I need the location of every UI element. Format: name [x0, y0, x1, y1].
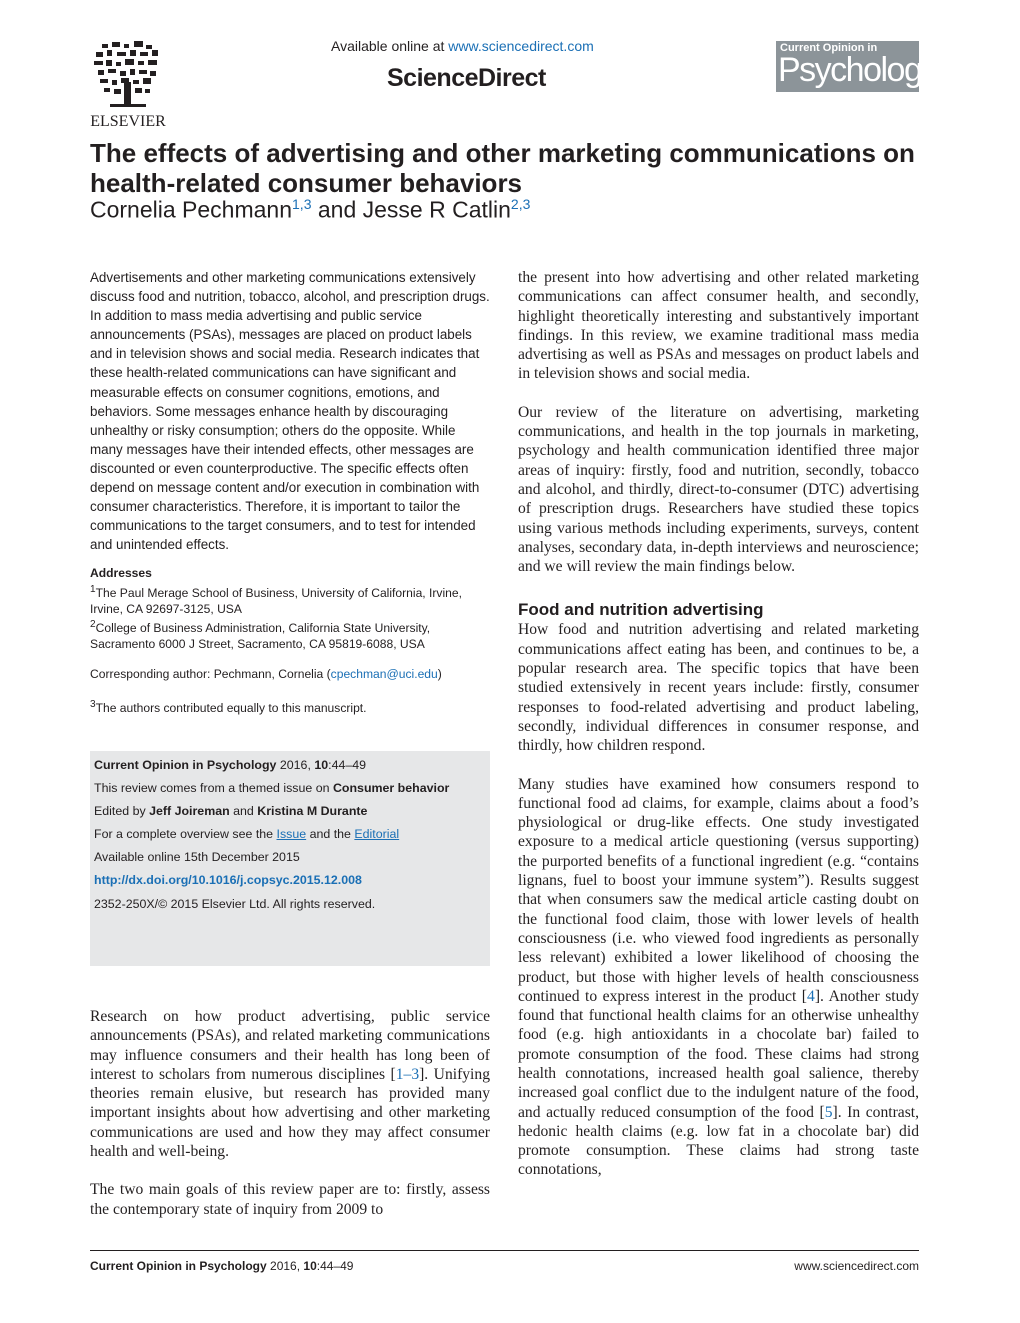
- doi-link[interactable]: http://dx.doi.org/10.1016/j.copsyc.2015.12.008: [94, 873, 362, 888]
- ref-link-4[interactable]: 4: [807, 987, 815, 1005]
- intro-p1-text-b: ]. Unifying theories remain elusive, but research has provided many important insights about how advertising and other marketing communications are used and how they may affect consumer health and well-being.: [90, 1065, 490, 1161]
- author-1-affiliations[interactable]: 1,3: [292, 196, 312, 212]
- food-paragraph-1: How food and nutrition advertising and related marketing communications affect eating has been, and continues to be, a popular research area. The specific topics that have been studied extensively in recent years include: firstly, consumer responses to food-related advertising and product labeling, secondly, individual differences in consumer response, and thirdly, how children respond.: [518, 621, 919, 755]
- footer-year: 2016,: [266, 1259, 304, 1273]
- author-separator: and: [311, 196, 363, 223]
- intro-paragraph-1: [90, 1007, 490, 1161]
- info-year: 2016,: [276, 758, 315, 772]
- footer-pages: :44–49: [316, 1259, 354, 1273]
- corresponding-suffix: ): [437, 667, 442, 682]
- right-paragraph-2: Our review of the literature on advertising, marketing communications, and health in the top journals in marketing, psychology and health communication identified three major areas of inquiry: firstly, food and nutrition, secondly, tobacco and alcohol, and thirdly, direct-to-consumer (DTC) advertising of prescription drugs. Researchers have studied these topics using various methods including experiments, surveys, content analyses, secondary data, in-depth interviews and neuroscience; and we will review the main findings below.: [518, 403, 919, 576]
- editor-2: Kristina M Durante: [257, 804, 368, 819]
- section-heading-food: Food and nutrition advertising: [518, 600, 764, 620]
- info-volume: 10: [314, 758, 329, 772]
- info-editors: [90, 800, 490, 823]
- elsevier-tree-logo: [88, 38, 168, 130]
- available-prefix: Available online at: [331, 38, 449, 54]
- available-online-line: [331, 38, 594, 54]
- addresses-heading: Addresses: [90, 566, 152, 581]
- journal-logo: [776, 41, 937, 92]
- footer-url[interactable]: www.sciencedirect.com: [794, 1259, 919, 1273]
- note-number: 3: [90, 699, 96, 711]
- info-journal-name: Current Opinion in Psychology: [94, 758, 277, 772]
- address-1: [90, 582, 490, 617]
- address-2-number: 2: [90, 619, 96, 631]
- editor-and: and: [229, 804, 258, 819]
- right-column: [518, 268, 919, 1180]
- food-p2-text-c: ]. In contrast, hedonic health claims (e.g. low fat in a chocolate bar) did promote consumption. These claims had strong taste connotations,: [518, 1103, 920, 1179]
- themed-prefix: This review comes from a themed issue on: [94, 781, 333, 796]
- info-overview: [90, 823, 490, 846]
- addresses-section: [90, 566, 490, 716]
- editor-1: Jeff Joireman: [149, 804, 230, 819]
- edited-prefix: Edited by: [94, 804, 150, 819]
- food-p2-text-b: ]. Another study found that functional health claims for an otherwise unhealthy food (e.g. high antioxidants in a chocolate bar) failed to promote consumption of the food. These claims had strong health connotations, increased health goal salience, thereby increased goal conflict due to the indulgent nature of the food, and actually reduced consumption of the food [: [518, 987, 919, 1121]
- overview-prefix: For a complete overview see the: [94, 827, 277, 842]
- info-available-date: Available online 15th December 2015: [94, 850, 300, 865]
- issue-link[interactable]: Issue: [276, 827, 307, 842]
- page-header: [0, 0, 1020, 135]
- intro-p1-text-a: Research on how product advertising, public service announcements (PSAs), and related marketing communications may influence consumers and their health has long been of interest to scholars from numerous disciplines [: [90, 1008, 490, 1083]
- author-1: Cornelia Pechmann: [90, 196, 293, 223]
- sciencedirect-wordmark: ScienceDirect: [387, 64, 546, 92]
- article-info-box: [90, 751, 490, 966]
- corresponding-email-link[interactable]: cpechman@uci.edu: [330, 667, 438, 682]
- food-paragraph-2: [518, 775, 919, 1180]
- info-citation: [90, 751, 490, 777]
- equal-contribution-note: [90, 697, 490, 717]
- address-1-text: The Paul Merage School of Business, University of California, Irvine, Irvine, CA 92697-3125, USA: [90, 586, 462, 616]
- footer-volume: 10: [303, 1259, 317, 1273]
- page-footer: [90, 1250, 919, 1273]
- address-1-number: 1: [90, 584, 96, 595]
- sciencedirect-url-link[interactable]: www.sciencedirect.com: [448, 38, 594, 54]
- address-2-text: College of Business Administration, California State University, Sacramento 6000 J Street, Sacramento, CA 95819-6088, USA: [90, 621, 431, 651]
- footer-citation: [90, 1259, 353, 1273]
- info-copyright: 2352-250X/© 2015 Elsevier Ltd. All rights reserved.: [94, 896, 376, 911]
- right-paragraph-1: the present into how advertising and other related marketing communications can affect consumer health, and secondly, highlight theoretically interesting and substantively important findings. In this review, we examine traditional mass media advertising as well as PSAs and messages on product labels and in television shows and social media.: [518, 269, 919, 383]
- ref-link-5[interactable]: 5: [824, 1103, 833, 1121]
- info-pages: :44–49: [328, 758, 367, 772]
- themed-issue-name: Consumer behavior: [332, 781, 450, 796]
- ref-link-1-3[interactable]: 1–3: [395, 1065, 420, 1083]
- corresponding-author: [90, 667, 490, 683]
- address-2: [90, 617, 490, 652]
- corresponding-prefix: Corresponding author: Pechmann, Cornelia (: [90, 667, 331, 682]
- note-text: The authors contributed equally to this manuscript.: [95, 701, 367, 716]
- elsevier-wordmark: ELSEVIER: [90, 113, 166, 130]
- left-body-text: [90, 1007, 490, 1219]
- editorial-link[interactable]: Editorial: [354, 827, 400, 842]
- author-line: [90, 196, 530, 224]
- left-column: [90, 268, 490, 717]
- footer-journal: Current Opinion in Psychology: [90, 1259, 267, 1273]
- info-themed-issue: [90, 777, 490, 800]
- abstract: Advertisements and other marketing communications extensively discuss food and nutrition, tobacco, alcohol, and prescription drugs. In addition to mass media advertising and public service announcements (PSAs), messages are placed on product labels and in television shows and social media. Research indicates that these health-related communications can have significant and measurable effects on consumer cognitions, emotions, and behaviors. Some messages enhance health by discouraging unhealthy or risky consumption; others do the opposite. While many messages have their intended effects, other messages are discounted or even counterproductive. The specific effects often depend on message content and/or execution in combination with consumer characteristics. Therefore, it is important to tailor the communications to the target consumers, and to test for intended and unintended effects.: [90, 270, 490, 553]
- article-title: The effects of advertising and other marketing communications on health-related consumer behaviors: [90, 138, 915, 198]
- author-2: Jesse R Catlin: [362, 196, 511, 223]
- food-p2-text-a: Many studies have examined how consumers respond to functional food ad claims, for example, claims about a food’s physiological or drug-like effects. One study investigated exposure to a medical article questioning (versus supporting) the purported benefits of a functional ingredient (e.g. “contains lignans, fuel to boost your immune system”). Results suggest that when consumers saw the medical article casting doubt on the functional food claim, those with lower levels of health consciousness (i.e. who viewed food ingredients as personally less relevant) exhibited a lower likelihood of choosing the product, but those with higher levels of health consciousness continued to express interest in the product [: [518, 775, 919, 1005]
- overview-and: and the: [306, 827, 355, 842]
- journal-logo-big-text: Psychology: [778, 51, 937, 89]
- intro-paragraph-2: The two main goals of this review paper are to: firstly, assess the contemporary state of inquiry from 2009 to: [90, 1181, 490, 1218]
- journal-logo-small-text: Current Opinion in: [780, 42, 878, 54]
- author-2-affiliations[interactable]: 2,3: [510, 196, 531, 212]
